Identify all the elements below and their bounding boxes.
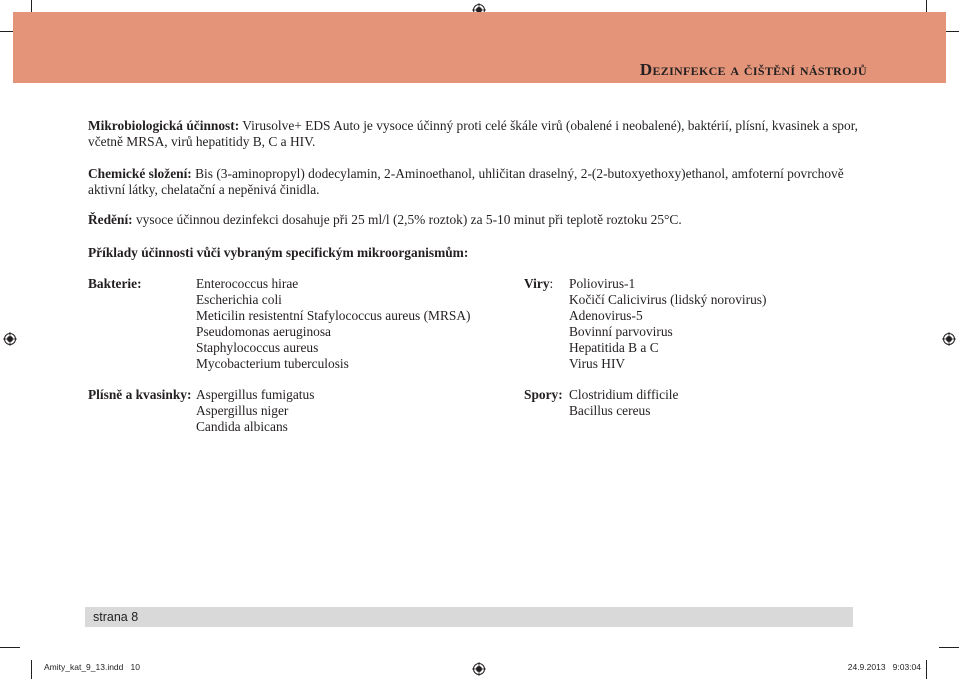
list-item: Bovinní parvovirus xyxy=(569,324,673,339)
list-item: Meticilin resistentní Stafylococcus aureus (MRSA) xyxy=(196,308,471,323)
examples-heading-text: Příklady účinnosti vůči vybraným specifickým mikroorganismům: xyxy=(88,245,469,260)
crop-mark xyxy=(0,647,20,648)
crop-mark xyxy=(31,660,32,679)
registration-mark-icon xyxy=(3,332,17,346)
list-item: Hepatitida B a C xyxy=(569,340,659,355)
bacteria-list xyxy=(196,276,470,372)
list-item: Pseudomonas aeruginosa xyxy=(196,324,331,339)
list-item: Staphylococcus aureus xyxy=(196,340,319,355)
fungi-label: Plísně a kvasinky: xyxy=(88,387,192,402)
bacteria-label: Bakterie: xyxy=(88,276,142,291)
footer-band xyxy=(85,607,853,627)
paragraph-label: Mikrobiologická účinnost: xyxy=(88,118,240,133)
page-number: strana 8 xyxy=(93,610,139,624)
paragraph-text: vysoce účinnou dezinfekci dosahuje při 25 ml/l (2,5% roztok) za 5-10 minut při teplotě roztoku 25°C. xyxy=(132,212,682,227)
viruses-label-text: Viry xyxy=(524,276,550,291)
page-title: Dezinfekce a čištění nástrojů xyxy=(639,60,867,79)
list-item: Mycobacterium tuberculosis xyxy=(196,356,349,371)
list-item: Adenovirus-5 xyxy=(569,308,643,323)
fungi-list xyxy=(196,387,314,435)
slug-file: Amity_kat_9_13.indd 10 xyxy=(44,662,140,672)
list-item: Escherichia coli xyxy=(196,292,282,307)
list-item: Kočičí Calicivirus (lidský norovirus) xyxy=(569,292,767,307)
spores-label: Spory: xyxy=(524,387,563,402)
viruses-label-suffix: : xyxy=(549,276,554,291)
paragraph-label: Chemické složení: xyxy=(88,166,192,181)
viruses-list xyxy=(569,276,766,372)
paragraph-text: Bis (3-aminopropyl) dodecylamin, 2-Aminoethanol, uhličitan draselný, 2-(2-butoxyethoxy)ethanol, amfoterní povrchově aktivní látky, chelatační a nepěnivá činidla. xyxy=(88,166,844,197)
list-item: Bacillus cereus xyxy=(569,403,651,418)
list-item: Aspergillus niger xyxy=(196,403,289,418)
crop-mark xyxy=(926,660,927,679)
spores-list xyxy=(569,387,678,419)
crop-mark xyxy=(939,647,959,648)
list-item: Virus HIV xyxy=(569,356,626,371)
list-item: Candida albicans xyxy=(196,419,288,434)
viruses-label xyxy=(524,276,553,292)
paragraph-dilution xyxy=(88,212,868,228)
registration-mark-icon xyxy=(472,662,486,676)
list-item: Aspergillus fumigatus xyxy=(196,387,315,402)
slug-datetime: 24.9.2013 9:03:04 xyxy=(847,662,921,672)
paragraph-label: Ředění: xyxy=(88,212,133,227)
list-item: Poliovirus-1 xyxy=(569,276,636,291)
list-item: Clostridium difficile xyxy=(569,387,679,402)
list-item: Enterococcus hirae xyxy=(196,276,299,291)
examples-heading xyxy=(88,245,868,261)
paragraph-efficacy xyxy=(88,118,868,150)
paragraph-text: Virusolve+ EDS Auto je vysoce účinný proti celé škále virů (obalené i neobalené), baktérií, plísní, kvasinek a spor, včetně MRSA, virů hepatitidy B, C a HIV. xyxy=(88,118,858,149)
registration-mark-icon xyxy=(942,332,956,346)
paragraph-composition xyxy=(88,166,868,198)
